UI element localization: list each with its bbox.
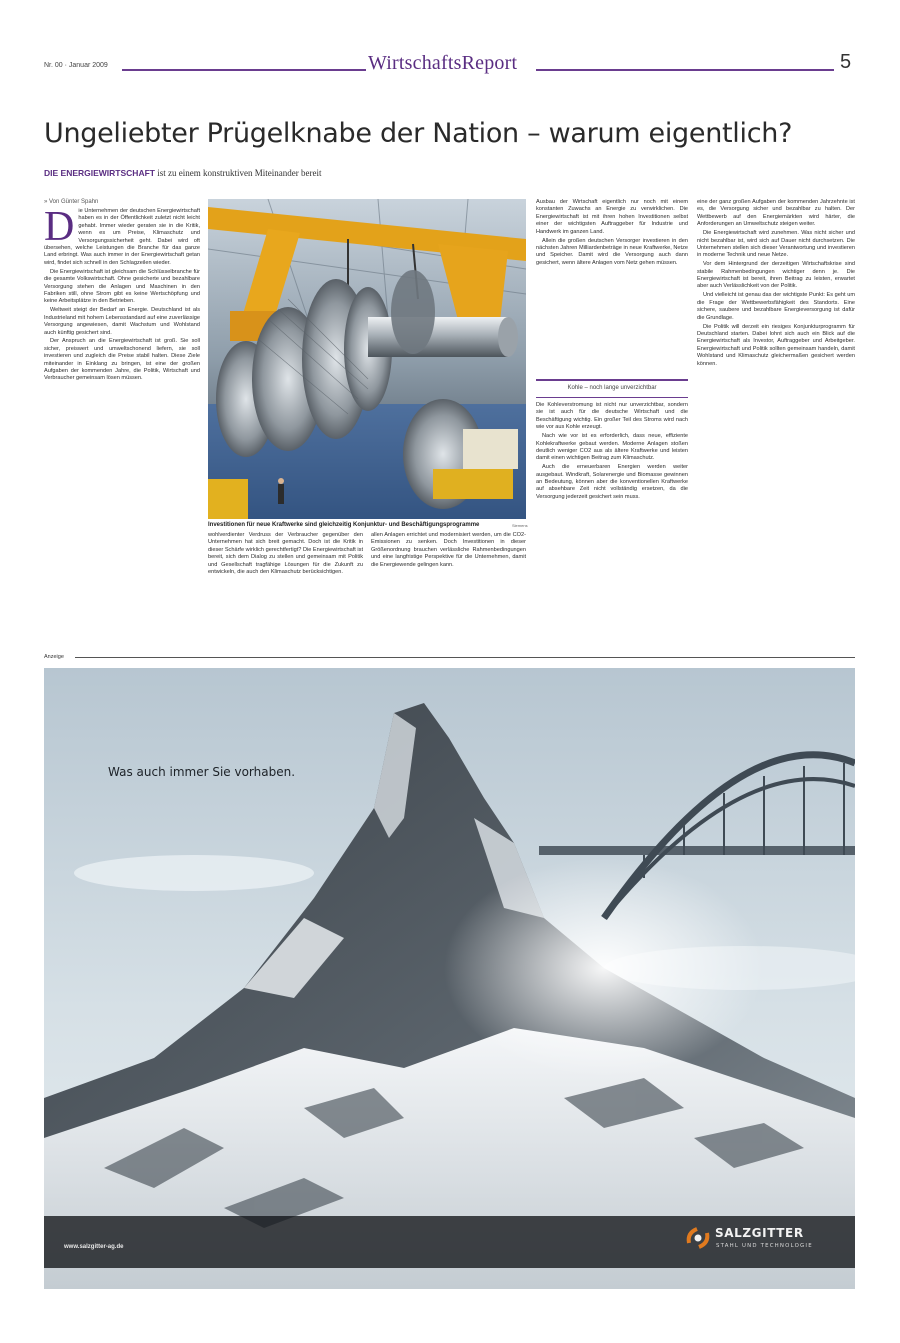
ad-brand-name: SALZGITTER	[715, 1226, 804, 1240]
paragraph: ie Unternehmen der deutschen Energiewirtschaft haben es in der Öffentlichkeit zuletzt nicht leicht gehabt. Immer wieder geraten sie in die Kritik, wenn es um Preise, Klimaschutz und Versorgungssicherheit geht. Dabei wird oft übersehen, welche Leistungen die Branche für das ganze Land erbringt. Was auch immer in der Energiewirtschaft getan wird, findet sich schnell in den Schlagzeilen wieder.	[44, 208, 200, 266]
article-column-3b	[371, 532, 526, 604]
article-column-1	[44, 208, 200, 603]
masthead-rule-left	[122, 69, 366, 71]
paragraph: Vor dem Hintergrund der derzeitigen Wirtschaftskrise sind stabile Rahmenbedingungen wichtiger denn je. Die Energiewirtschaft ist bereit, ihren Beitrag zu leisten, erwartet aber auch Verlässlichkeit von der Politik.	[697, 261, 855, 290]
section-subheading	[536, 379, 688, 398]
paragraph: Die Energiewirtschaft ist gleichsam die Schlüsselbranche für die gesamte Volkswirtschaft. Ohne gesicherte und bezahlbare Versorgung stehen die Anlagen und Maschinen in den Fabriken still, ohne Strom gibt es keine Wertschöpfung und keine Arbeitsplätze in den Betrieben.	[44, 268, 200, 305]
ad-footer-band	[44, 1216, 855, 1268]
ad-url-link[interactable]: www.salzgitter-ag.de	[64, 1244, 124, 1250]
masthead-rule-right	[536, 69, 834, 71]
article-column-4b	[536, 402, 688, 604]
issue-info: Nr. 00 · Januar 2009	[44, 62, 108, 69]
subhead-kicker: DIE ENERGIEWIRTSCHAFT	[44, 168, 155, 178]
paragraph: Die Kohleverstromung ist nicht nur unverzichtbar, sondern sie ist auch für die deutsche Wirtschaft und die Beschäftigung wichtig. Ein großer Teil des Stroms wird nach wie vor aus Kohle erzeugt.	[536, 402, 688, 431]
section-subheading-text: Kohle – noch lange unverzichtbar	[567, 385, 657, 391]
article-subhead	[44, 168, 321, 178]
photo-credit: Siemens	[512, 523, 528, 528]
paragraph: allen Anlagen errichtet und modernisiert werden, um die CO2-Emissionen zu senken. Doch Investitionen in dieser Größenordnung brauchen verlässliche Rahmenbedingungen und eine langfristige Perspektive für die Unternehmen, damit die Energiewende gelingen kann.	[371, 532, 526, 568]
paragraph: Und vielleicht ist genau das der wichtigste Punkt: Es geht um die Frage der Wettbewerbsfähigkeit des Standorts. Eine sichere, saubere und bezahlbare Energieversorgung ist dafür die Grundlage.	[697, 292, 855, 321]
byline: » Von Günter Spahn	[44, 199, 99, 205]
paragraph: Auch die erneuerbaren Energien werden weiter ausgebaut. Windkraft, Solarenergie und Biomasse gewinnen an Bedeutung, können aber die konventionellen Kraftwerke auf absehbare Zeit nicht vollständig ersetzen, da die Versorgung jederzeit gesichert sein muss.	[536, 464, 688, 500]
paragraph: Der Anspruch an die Energiewirtschaft ist groß. Sie soll sicher, preiswert und umweltschonend liefern, sie soll investieren und zugleich die Preise stabil halten. Diese Ziele miteinander in Einklang zu bringen, ist eine der großen Aufgaben der kommenden Jahre, die Politik, Wirtschaft und Verbraucher gemeinsam lösen müssen.	[44, 338, 200, 382]
turbine-photo	[208, 199, 526, 519]
paragraph: wohlverdienter Verdruss der Verbraucher gegenüber den Unternehmen hat sich breit gemacht. Doch ist die Kritik in dieser Schärfe wirklich gerechtfertigt? Die Energiewirtschaft ist bereit, sich dem Dialog zu stellen und gemeinsam mit Politik und Gesellschaft tragfähige Lösungen für die Zukunft zu entwickeln, die auch den Klimaschutz berücksichtigen.	[208, 532, 363, 576]
paragraph: Weltweit steigt der Bedarf an Energie. Deutschland ist als Industrieland mit hohem Lebensstandard auf eine zuverlässige Versorgung angewiesen, damit Wachstum und Wohlstand auch künftig gesichert sind.	[44, 307, 200, 336]
advertisement-image[interactable]	[44, 668, 855, 1289]
dropcap: D	[44, 208, 75, 250]
subhead-text: ist zu einem konstruktiven Miteinander bereit	[157, 168, 322, 178]
paragraph: Nach wie vor ist es erforderlich, dass neue, effiziente Kohlekraftwerke gebaut werden. Moderne Anlagen stoßen deutlich weniger CO2 aus als ältere Kraftwerke und leisten damit einen wichtigen Beitrag zum Klimaschutz.	[536, 433, 688, 462]
paragraph: Die Politik will derzeit ein riesiges Konjunkturprogramm für Deutschland starten. Dabei lohnt sich auch ein Blick auf die Energiewirtschaft als Investor, Auftraggeber und Arbeitgeber. Energiewirtschaft und Politik sollten gemeinsam handeln, damit Wohlstand und Klimaschutz gleichermaßen gesichert werden können.	[697, 323, 855, 367]
photo-caption: Investitionen für neue Kraftwerke sind gleichzeitig Konjunktur- und Beschäftigungsprogramme	[208, 522, 480, 528]
paragraph: Ausbau der Wirtschaft eigentlich nur noch mit einem konstanten Zuwachs an Energie zu verwirklichen. Die Energiewirtschaft ist mit ihren hohen Investitionen selbst einer der wichtigsten Auftraggeber für Industrie und Handwerk im ganzen Land.	[536, 199, 688, 235]
ad-rule	[75, 657, 855, 658]
paragraph: Die Energiewirtschaft wird zunehmen. Was nicht sicher und nicht bezahlbar ist, wird sich auf Dauer nicht durchsetzen. Die Unternehmen stellen sich dieser Verantwortung und investieren in moderne Technik und neue Netze.	[697, 230, 855, 259]
masthead-title: WirtschaftsReport	[368, 52, 518, 74]
paragraph: Allein die großen deutschen Versorger investieren in den nächsten Jahren Milliardenbeträge in neue Kraftwerke, Netze und Speicher. Damit wird die Versorgung auch dann gesichert, wenn ältere Anlagen vom Netz gehen müssen.	[536, 237, 688, 266]
article-column-5	[697, 199, 855, 604]
paragraph: eine der ganz großen Aufgaben der kommenden Jahrzehnte ist es, die Versorgung sicher und bezahlbar zu halten. Der Wettbewerb auf den Energiemärkten wird härter, die Anforderungen an Umweltschutz steigen weiter.	[697, 199, 855, 228]
ad-brand-tagline: STAHL UND TECHNOLOGIE	[716, 1243, 813, 1249]
ad-slogan: Was auch immer Sie vorhaben.	[108, 765, 296, 779]
article-column-2b	[208, 532, 363, 604]
page-number: 5	[840, 51, 852, 73]
ad-label: Anzeige	[44, 654, 64, 660]
article-headline: Ungeliebter Prügelknabe der Nation – warum eigentlich?	[44, 118, 793, 149]
article-column-4	[536, 199, 688, 375]
salzgitter-logo-icon	[683, 1223, 713, 1253]
